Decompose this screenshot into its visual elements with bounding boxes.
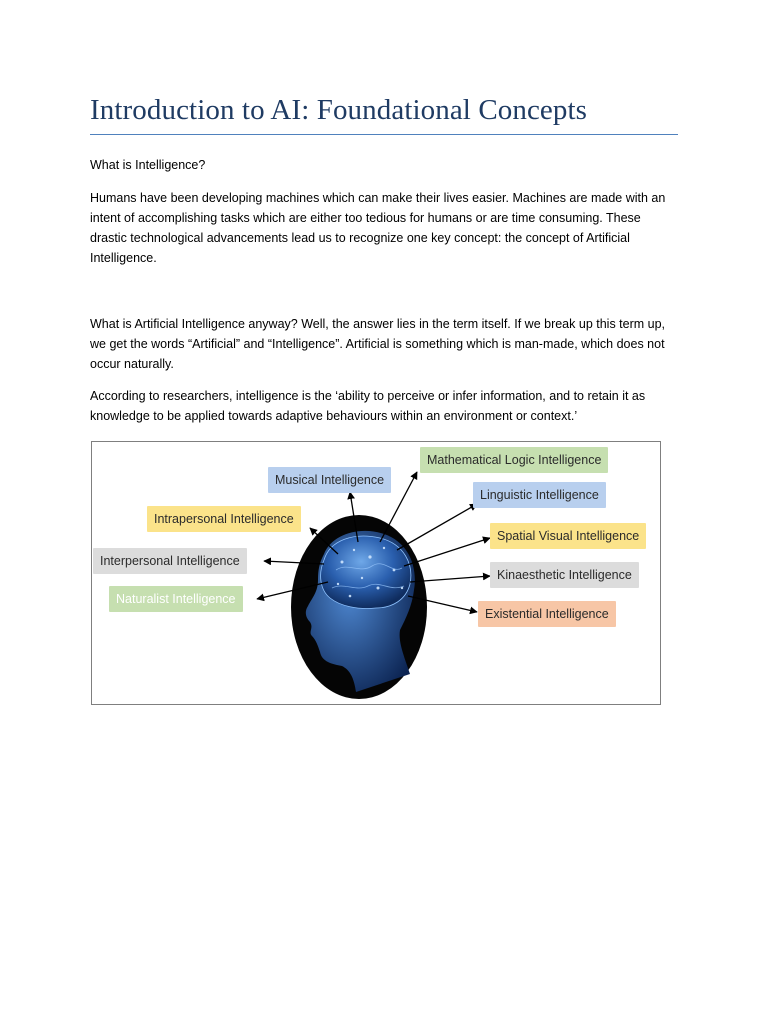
label-kinaesthetic: Kinaesthetic Intelligence <box>490 562 639 588</box>
label-interpersonal: Interpersonal Intelligence <box>93 548 247 574</box>
intelligence-types-figure <box>91 441 661 705</box>
brain-shape <box>321 536 411 608</box>
title-underline <box>90 134 678 135</box>
label-spatial-visual: Spatial Visual Intelligence <box>490 523 646 549</box>
question-heading: What is Intelligence? <box>90 158 206 172</box>
paragraph-ai-definition: What is Artificial Intelligence anyway? Well, the answer lies in the term itself. If we break up this term up, we get the words “Artificial” and “Intelligence”. Artificial is something which is man-made, which does not occur naturally. <box>90 317 666 371</box>
label-intrapersonal: Intrapersonal Intelligence <box>147 506 301 532</box>
paragraph-researchers: According to researchers, intelligence is the ‘ability to perceive or infer information, and to retain it as knowledge to be applied towards adaptive behaviours within an environment or context.’ <box>90 389 646 423</box>
label-naturalist: Naturalist Intelligence <box>109 586 243 612</box>
label-linguistic: Linguistic Intelligence <box>473 482 606 508</box>
page-title: Introduction to AI: Foundational Concepts <box>90 94 588 126</box>
arrow-spatial <box>404 538 490 566</box>
label-musical: Musical Intelligence <box>268 467 391 493</box>
arrow-linguistic <box>397 504 477 550</box>
paragraph-machines: Humans have been developing machines which can make their lives easier. Machines are made with an intent of accomplishing tasks which are either too tedious for humans or are time consuming. These drastic technological advancements lead us to recognize one key concept: the concept of Artificial Intelligence. <box>90 191 666 265</box>
label-mathematical-logic: Mathematical Logic Intelligence <box>420 447 608 473</box>
label-existential: Existential Intelligence <box>478 601 616 627</box>
